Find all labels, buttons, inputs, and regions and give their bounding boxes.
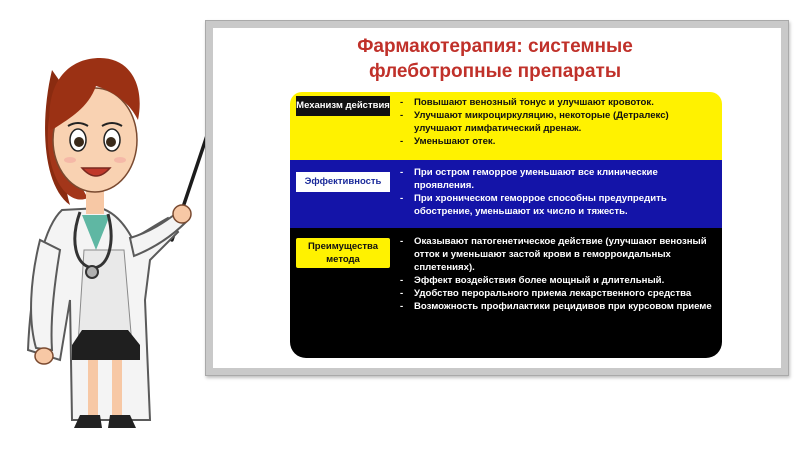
- mechanism-bullets: [396, 96, 718, 148]
- list-item: - Оказывают патогенетическое действие (улучшают венозный отток и уменьшают застой крови в геморроидальных сплетениях).: [396, 235, 718, 274]
- list-item: - Улучшают микроциркуляцию, некоторые (Детралекс) улучшают лимфатический дренаж.: [396, 109, 718, 135]
- mechanism-panel: [290, 92, 722, 162]
- title-line-1: Фармакотерапия: системные: [357, 36, 633, 57]
- slide-title: [300, 34, 690, 84]
- advantage-label-line-2: метода: [326, 254, 360, 265]
- mechanism-label: Механизм действия: [296, 96, 390, 116]
- title-line-2: флеботропные препараты: [368, 61, 622, 82]
- advantage-panel: [290, 228, 722, 358]
- list-item: - Повышают венозный тонус и улучшают кровоток.: [396, 96, 718, 109]
- efficacy-bullets: [396, 166, 718, 218]
- advantage-bullets: [396, 235, 718, 313]
- list-item: - При остром геморрое уменьшают все клинические проявления.: [396, 166, 718, 192]
- list-item: - Эффект воздействия более мощный и длительный.: [396, 274, 718, 287]
- list-item: - Уменьшают отек.: [396, 135, 718, 148]
- efficacy-label: Эффективность: [296, 172, 390, 192]
- list-item: - Возможность профилактики рецидивов при курсовом приеме: [396, 300, 718, 313]
- advantage-label: [296, 238, 390, 268]
- list-item: - Удобство перорального приема лекарственного средства: [396, 287, 718, 300]
- list-item: - При хроническом геморрое способны предупредить обострение, уменьшают их число и тяжесть.: [396, 192, 718, 218]
- efficacy-panel: [290, 160, 722, 230]
- advantage-label-line-1: Преимущества: [307, 241, 379, 252]
